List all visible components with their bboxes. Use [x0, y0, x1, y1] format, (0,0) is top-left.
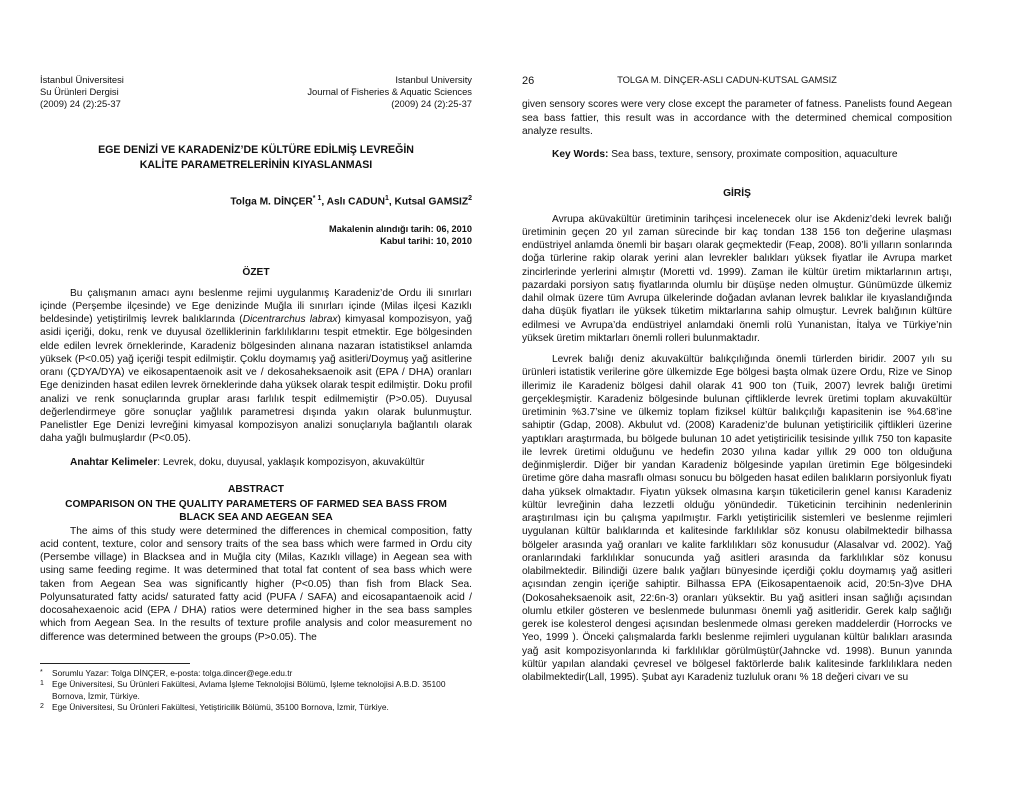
article-title-line-1: EGE DENİZİ VE KARADENİZ’DE KÜLTÜRE EDİLMİŞ LEVREĞİN — [98, 144, 414, 157]
abstract-title-line-1: COMPARISON ON THE QUALITY PARAMETERS OF FARMED SEA BASS FROM — [65, 499, 447, 511]
author-list — [40, 194, 472, 209]
ozet-paragraph — [40, 287, 472, 446]
article-dates — [40, 224, 472, 248]
header-university-en: Istanbul University — [395, 74, 472, 85]
running-header — [522, 74, 952, 88]
journal-header-turkish — [40, 74, 124, 109]
author-1-affiliation: * 1 — [312, 194, 322, 202]
article-title-line-2: KALİTE PARAMETRELERİNİN KIYASLANMASI — [139, 158, 373, 171]
anahtar-label: Anahtar Kelimeler — [70, 456, 158, 468]
key-words-text: Sea bass, texture, sensory, proximate composition, aquaculture — [608, 149, 898, 161]
giris-heading: GİRİŞ — [723, 188, 751, 200]
right-column — [522, 74, 952, 684]
header-volume-tr: (2009) 24 (2):25-37 — [40, 97, 121, 109]
footnote-mark: 2 — [40, 702, 44, 710]
giris-paragraph-2: Levrek balığı deniz akuvakültür balıkçılığında önemli türlerden biridir. 2007 yılı su ürünleri istatistik verilerine göre ülkemizde Ege bölgesi başta olmak üzere Ordu, Rize ve Sinop illerimiz ile Karadeniz bölgesi dahil olarak 41 900 ton (Tuik, 2007) levrek balığı üretimi gerçekleşmiştir. Karadeniz bölgesinde bulunan çiftliklerde levrek üretimi toplam akuvakültür üretiminin %3.7’sine ve ülkemiz toplam fiziksel kültür balıkçılığı kapasitenin ise %4.68’ine sahiptir (Gdap, 2008). Akbulut vd. (2008) Karadeniz’de bulunan yetiştiricilik çiftlikleri üzerine yaptıkları araştırmada, bu bölgede bulunan 10 adet yetiştiricilik tesisinde yıllık 750 ton kapasite ile levrek üretimi olduğunu ve hedefin 2030 yılına kadar yıllık 29 000 ton olduğuna değinmişlerdir. Diğer bir yandan Karadeniz bölgesinde yapılan üretimin Ege bölgesindeki üretime göre daha masraflı olması sonucu bu bölgeden hasat edilen balıkların porsiyonluk fiyatı daha yüksek olmaktadır. Fiyatın yüksek olmasına karşın tüketicilerin genel kanısı Karadeniz kültür levreğinin daha lezzetli olduğu yönündedir. Tüketicinin tercihinin nedenlerinin araştırılması için bu çalışma yapılmıştır. Farklı yetiştiricilik sistemleri ve beslenme rejimleri uygulanan kültür balıklarında et kalitesinde farklılıklar söz konusu olabilmektedir bilhassa bölgeler arasında yağ oranları ve kalite farklılıkları söz konusudur (Alasalvar vd. 2002). Yağ oranlarındaki farklılıklar sonucunda yağ asitleri arasında da farklılıklar söz konusu olabilmektedir. Bilindiği üzere balık yağları bünyesinde içerdiği çoklu doymamış yağ asitleri açısından zengin içeriğe sahiptir. Bilhassa EPA (Eikosapentaenoik acid, 20:5n-3)ve DHA (Dokosaheksaenoik asit, 22:6n-3) oranları yüksektir. Bu yağ asitleri insan sağlığı açısından olumlu etkiler gösteren ve beslenmede bulunması önemli yağ asitleridir. Gerek kalp sağlığı gerek ise kolesterol dengesi açısından beslenmede olması gereken maddelerdir (Horrocks ve Yeo, 1999 ). Önceki çalışmalarda farklı beslenme rejimleri uygulanan kültür balıkları arasında yağ asit kompozisyonlarında ki farklılıklar görülmüştür(Jahncke vd. 1998). Bunun yanında kültür yapılan alandaki çevresel ve bölgesel faktörlerde balık kalitesinde farklılıklara neden olabilmektedir(Lall, 1995). Şubat ayı Karadeniz tuzluluk oranı % 18 değeri civarı ve su — [522, 354, 952, 684]
accepted-date: Kabul tarihi: 10, 2010 — [380, 236, 472, 247]
footnote-item — [40, 702, 472, 713]
key-words-label: Key Words: — [552, 149, 609, 161]
footnote-item — [40, 679, 472, 702]
footnote-item — [40, 668, 472, 679]
footnote-text: Ege Üniversitesi, Su Ürünleri Fakültesi, Yetiştiricilik Bölümü, 35100 Bornova, İzmir, Türkiye. — [52, 701, 389, 712]
page-number: 26 — [522, 75, 535, 87]
author-3-affiliation: 2 — [468, 194, 472, 202]
ozet-heading: ÖZET — [242, 267, 270, 279]
article-title — [40, 143, 472, 172]
running-head: TOLGA M. DİNÇER-ASLI CADUN-KUTSAL GAMSIZ — [617, 74, 837, 85]
footnote-text: Ege Üniversitesi, Su Ürünleri Fakültesi, Avlama İşleme Teknolojisi Bölümü, İşleme teknolojisi A.B.D. 35100 Bornova, İzmir, Türkiye. — [52, 679, 446, 701]
header-journal-en: Journal of Fisheries & Aquatic Sciences — [307, 85, 472, 97]
header-journal-tr: Su Ürünleri Dergisi — [40, 85, 119, 97]
giris-paragraph-1: Avrupa aküvakültür üretiminin tarihçesi incelenecek olur ise Akdeniz’deki levrek balığı üretiminin geçen 20 yıl zaman sürecinde bir kaç tondan 138 156 ton değerine ulaşması endüstriyel anlamda önemli bir başarı olarak geçmektedir (Feap, 2008). 80’li yılların sonlarında doğa türlerine rakip olarak yerini alan levrekler balıkları yüksek fiyatlar ile Avrupa market zincirlerinde yerlerini almıştır (Moretti vd. 1999). Zaman ile kültür üretim miktarlarının artışı, pazardaki porsiyon satış fiyatlarında olumlu bir düşüşe neden olmuştur. Günümüzde ülkemiz dahil olmak üzere tüm Avrupa ülkelerinde doğadan avlanan levrek balıklar ile kıyaslandığında daha düşük fiyatları ile yüksek tüketim miktarlarına sahip olmuştur. Levrek balığının kültüre edilmesi ve Avrupa’da endüstriyel anlamdaki önemli rolü Yunanistan, İtalya ve Türkiye’nin yüksek üretim miktarları önemli rolleri bulunmaktadır. — [522, 213, 952, 344]
anahtar-text: : Levrek, doku, duyusal, yaklaşık kompozisyon, akuvakültür — [157, 456, 425, 468]
journal-header-english — [307, 74, 472, 109]
author-3: , Kutsal GAMSIZ — [388, 196, 469, 208]
abstract-title — [40, 499, 472, 525]
species-name: Dicentrarchus labrax — [242, 314, 338, 326]
ozet-text-part-2: ) kimyasal kompozisyon, yağ asidi içeriği, doku, renk ve duyusal özelliklerinin farklılıklarını tespit etmektir. Ege bölgesinden elde edilen levrek örneklerinde, Karadeniz bölgesinden alınana nazaran istatistiksel anlamda yüksek (P<0.05) yağ içeriği tespit edilmiştir. Çoklu doymamış yağ asitleri/Doymuş yağ asitlerine oranı (ÇDYA/DYA) ve eikosapentaenoik asit ve / dekosaheksaenoik asit (EPA / DHA) oranları Ege denizinden hasat edilen levrek örneklerinde daha yüksek olarak tespit edilmiştir. Doku profil analizi ve renk sonuçlarında gruplar arası farlılık tespit edilmemiştir (P>0.05). Duyusal değerlendirmeye göre sonuçlar yağlılık parametresi dışında yakın olarak bulunmuştur. Panelistler Ege Denizi levreğini kimyasal kompozisyon analizi sonuçlarıyla bağlantılı olarak daha yağlı bulmuşlardır (P<0.05). — [40, 314, 472, 445]
author-2: , Aslı CADUN — [321, 196, 385, 208]
author-1: Tolga M. DİNÇER — [230, 196, 313, 208]
abstract-paragraph: The aims of this study were determined the differences in chemical composition, fatty acid content, texture, color and sensory traits of the sea bass which were farmed in Ordu city (Persembe village) in Blacksea and in Muğla city (Milas, Kazıklı village) in Aegean sea with using same feeding regime. It was determined that total fat content of sea bass which were taken from Aegean Sea was significantly higher (P<0.05) than fish from Black Sea. Polyunsaturated fatty acids/ saturated fatty acid (PUFA / SAFA) and eicosapantaenoik acid / docosahexaenoic acid (EPA / DHA) ratios were determined higher in the sea bass samples which from Aegean Sea. In the results of texture profile analysis and color measurement no difference was determined between the groups (P>0.05). The — [40, 525, 472, 643]
header-university-tr: İstanbul Üniversitesi — [40, 74, 124, 85]
footnotes — [40, 668, 472, 713]
received-date: Makalenin alındığı tarih: 06, 2010 — [329, 224, 472, 235]
abstract-title-line-2: BLACK SEA AND AEGEAN SEA — [179, 511, 333, 523]
anahtar-kelimeler — [40, 456, 472, 469]
header-volume-en: (2009) 24 (2):25-37 — [391, 97, 472, 109]
footnote-divider — [40, 663, 190, 664]
footnote-mark: * — [40, 668, 43, 676]
footnote-mark: 1 — [40, 680, 44, 688]
ozet-text-part-1: Bu çalışmanın amacı aynı beslenme rejimi uygulanmış Karadeniz’de Ordu ili sınırları içinde (Perşembe ilçesinde) ve Ege denizinde Muğla ili sınırları içinde (Milas ilçesi Kazıklı beldesinde) yetiştirilmiş levrek balıklarında ( — [40, 287, 472, 326]
journal-header — [40, 74, 472, 109]
footnote-text: Sorumlu Yazar: Tolga DİNÇER, e-posta: tolga.dincer@ege.edu.tr — [52, 667, 293, 678]
abstract-heading: ABSTRACT — [227, 483, 285, 495]
abstract-continued: given sensory scores were very close except the parameter of fatness. Panelists found Aegean sea bass fattier, this result was in accordance with the determined chemical composition analyze results. — [522, 99, 952, 137]
key-words — [522, 148, 952, 161]
author-2-affiliation: 1 — [384, 194, 389, 202]
left-column — [40, 74, 472, 713]
